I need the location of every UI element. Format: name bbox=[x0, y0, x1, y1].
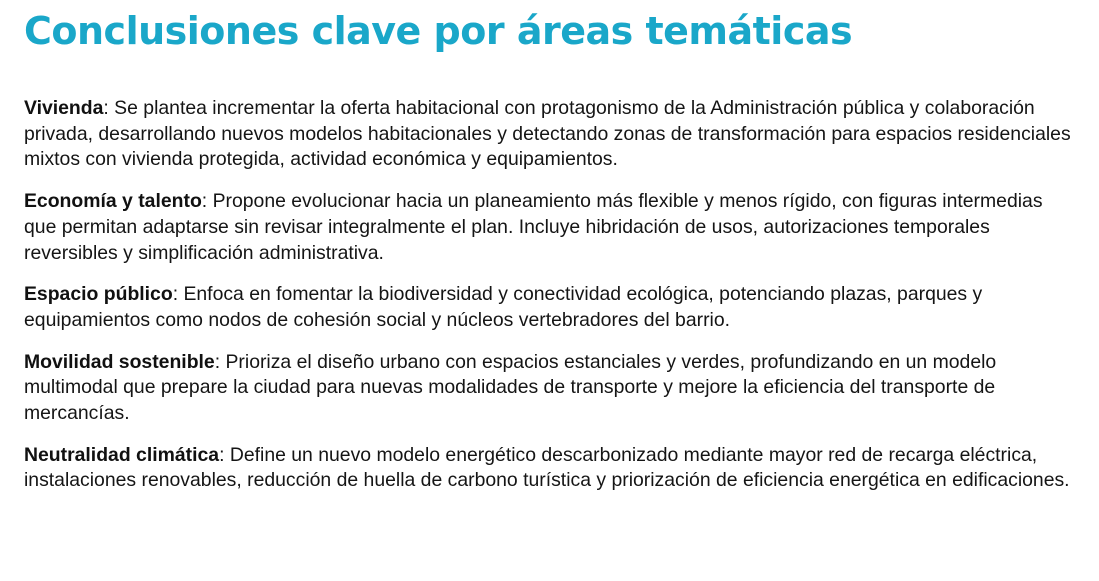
sections-list bbox=[24, 96, 1074, 510]
section-text: : Define un nuevo modelo energético descarbonizado mediante mayor red de recarga eléctrica, instalaciones renovables, reducción de huella de carbono turística y priorización de eficiencia energética en edificaciones. bbox=[24, 443, 1070, 492]
section-movilidad-sostenible bbox=[24, 350, 1074, 427]
section-term: Espacio público bbox=[24, 283, 173, 306]
section-vivienda bbox=[24, 96, 1074, 173]
section-text: : Prioriza el diseño urbano con espacios estanciales y verdes, profundizando en un modelo multimodal que prepare la ciudad para nuevas modalidades de transporte y mejore la eficiencia del transporte de mercancías. bbox=[24, 350, 997, 425]
section-text: : Propone evolucionar hacia un planeamiento más flexible y menos rígido, con figuras intermedias que permitan adaptarse sin revisar integralmente el plan. Incluye hibridación de usos, autorizaciones temporales reversibles y simplificación administrativa. bbox=[24, 190, 1043, 264]
section-text: : Se plantea incrementar la oferta habitacional con protagonismo de la Administración pública y colaboración privada, desarrollando nuevos modelos habitacionales y detectando zonas de transformación para espacios residenciales mixtos con vivienda protegida, actividad económica y equipamientos. bbox=[24, 97, 1071, 171]
section-economia-talento bbox=[24, 189, 1074, 266]
document-page bbox=[24, 0, 1084, 492]
section-term: Movilidad sostenible bbox=[24, 350, 215, 373]
section-neutralidad-climatica bbox=[24, 443, 1074, 494]
section-text: : Enfoca en fomentar la biodiversidad y conectividad ecológica, potenciando plazas, parques y equipamientos como nodos de cohesión social y núcleos vertebradores del barrio. bbox=[24, 283, 983, 331]
section-term: Economía y talento bbox=[24, 190, 202, 213]
page-title: Conclusiones clave por áreas temáticas bbox=[24, 9, 853, 53]
section-term: Neutralidad climática bbox=[24, 443, 220, 466]
section-espacio-publico bbox=[24, 282, 1074, 333]
section-term: Vivienda bbox=[24, 97, 104, 119]
